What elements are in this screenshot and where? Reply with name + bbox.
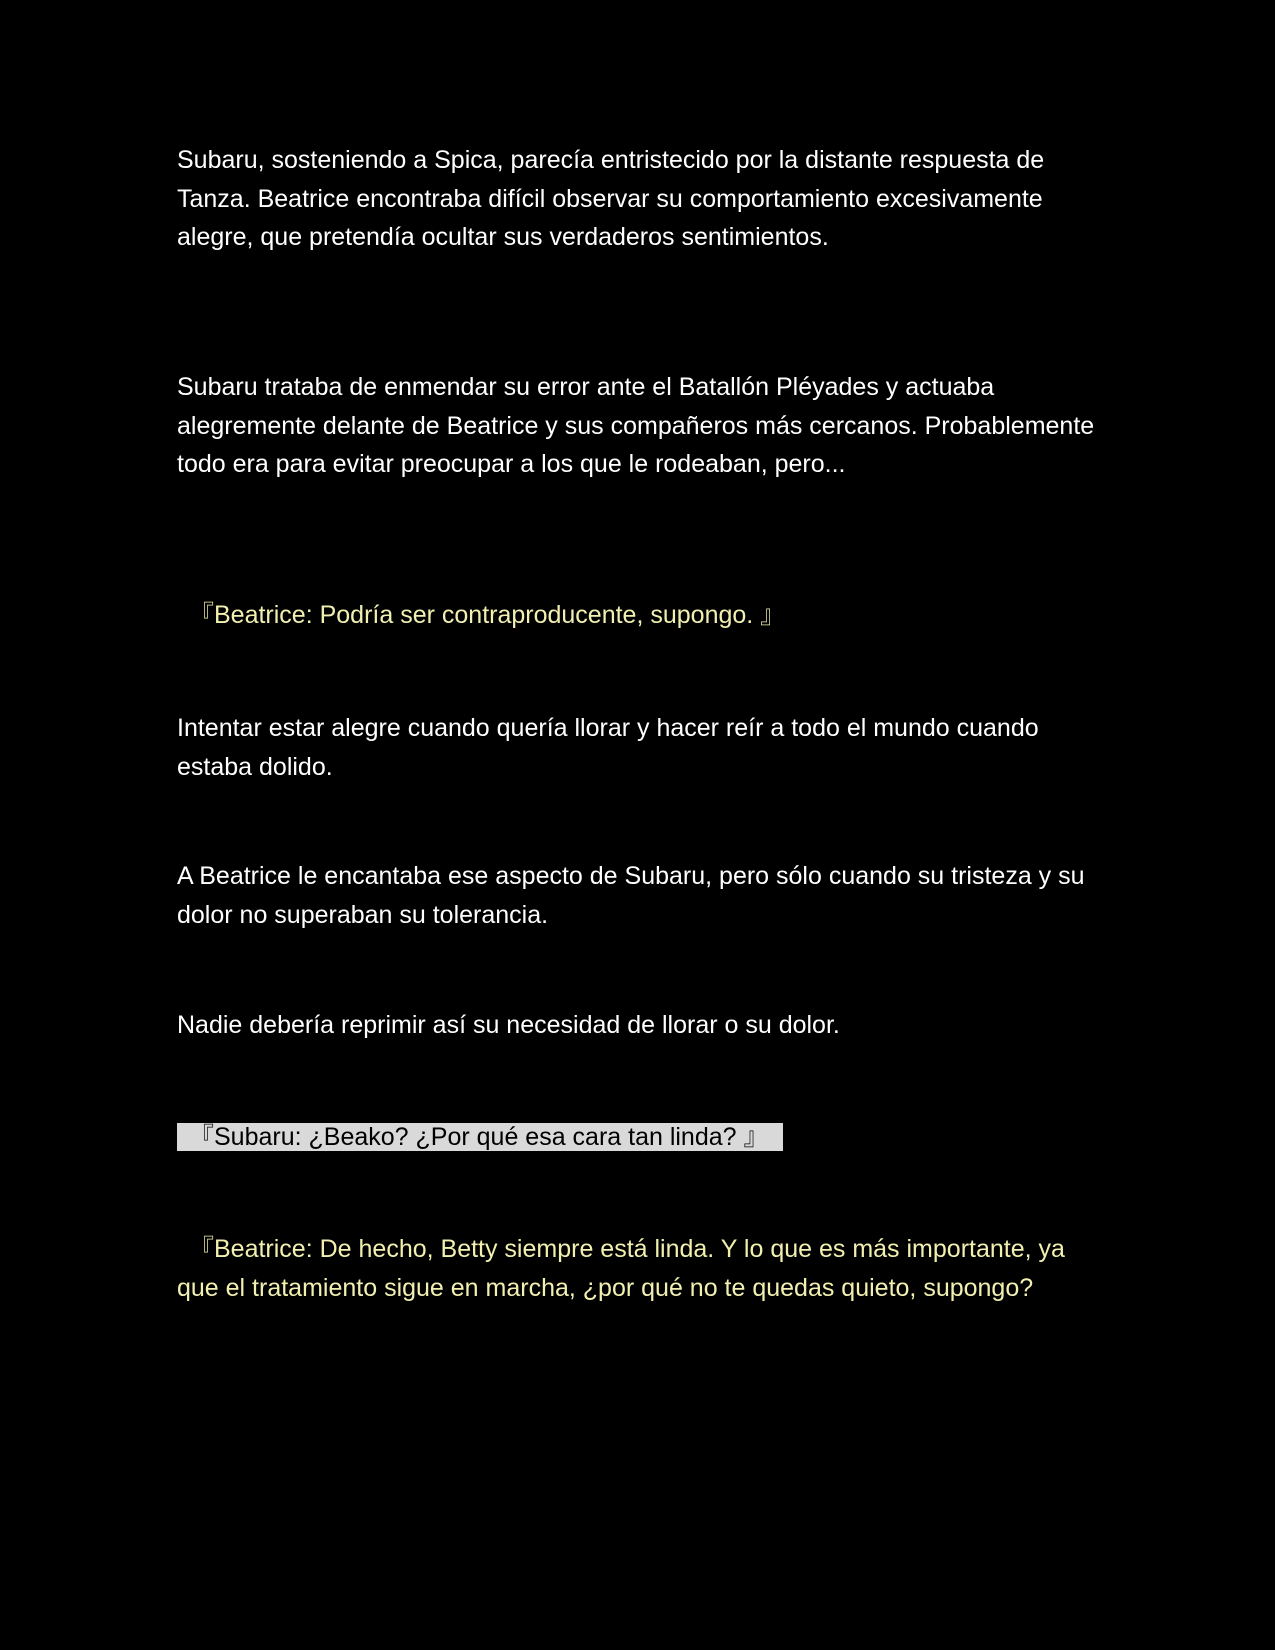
paragraph-2: Subaru trataba de enmendar su error ante el Batallón Pléyades y actuaba alegremente delante de Beatrice y sus compañeros más cercanos. Probablemente todo era para evitar preocupar a los que le rodeaban, pero... <box>177 373 1095 478</box>
paragraph-3: Intentar estar alegre cuando quería llorar y hacer reír a todo el mundo cuando estaba dolido. <box>177 714 1039 781</box>
paragraph-4: A Beatrice le encantaba ese aspecto de Subaru, pero sólo cuando su tristeza y su dolor no superaban su tolerancia. <box>177 862 1085 929</box>
dialog-subaru-line <box>177 1118 1097 1157</box>
dialog-beatrice-1: 『Beatrice: Podría ser contraproducente, supongo. 』 <box>189 601 786 629</box>
paragraph-1: Subaru, sosteniendo a Spica, parecía entristecido por la distante respuesta de Tanza. Beatrice encontraba difícil observar su comportamiento excesivamente alegre, que pretendía ocultar sus verdaderos sentimientos. <box>177 146 1045 251</box>
dialog-beatrice-2: 『Beatrice: De hecho, Betty siempre está linda. Y lo que es más importante, ya que el tratamiento sigue en marcha, ¿por qué no te quedas quieto, supongo? <box>177 1235 1065 1302</box>
dialog-subaru-highlight: 『Subaru: ¿Beako? ¿Por qué esa cara tan linda? 』 <box>177 1123 783 1151</box>
paragraph-5: Nadie debería reprimir así su necesidad de llorar o su dolor. <box>177 1011 840 1039</box>
